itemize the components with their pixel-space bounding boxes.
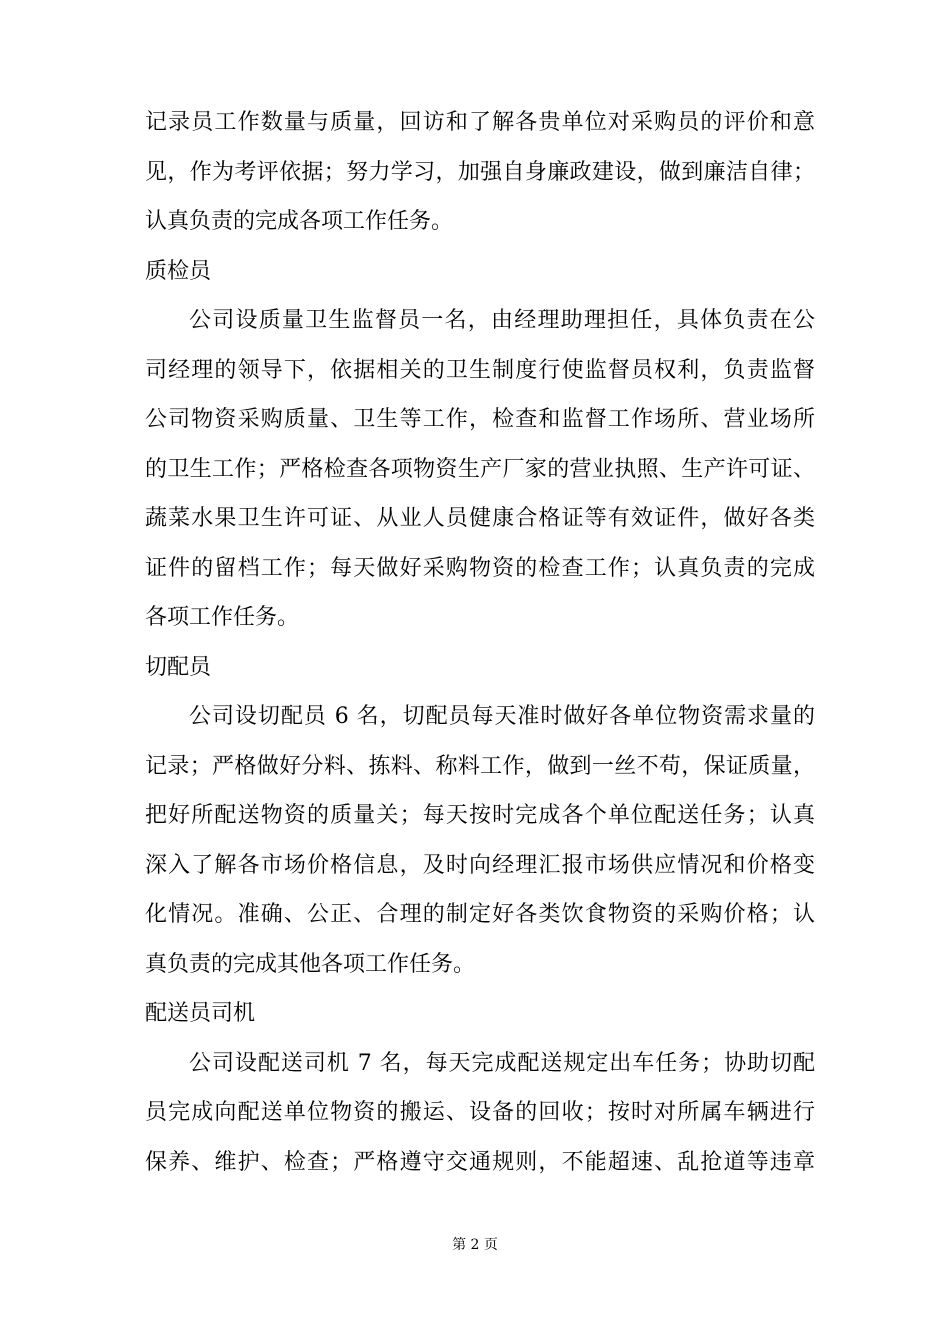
- paragraph-line: 保养、维护、检查；严格遵守交通规则，不能超速、乱抢道等违章: [145, 1149, 815, 1175]
- section-heading: 质检员: [145, 258, 212, 284]
- paragraph-line: 把好所配送物资的质量关；每天按时完成各个单位配送任务；认真: [145, 803, 815, 828]
- paragraph-line: 公司物资采购质量、卫生等工作，检查和监督工作场所、营业场所: [145, 407, 815, 432]
- paragraph-line: 化情况。准确、公正、合理的制定好各类饮食物资的采购价格；认: [145, 902, 815, 927]
- paragraph-first-line: 公司设切配员 6 名，切配员每天准时做好各单位物资需求量的: [189, 704, 815, 729]
- paragraph-first-line: 公司设质量卫生监督员一名，由经理助理担任，具体负责在公: [189, 308, 815, 333]
- paragraph-line: 员完成向配送单位物资的搬运、设备的回收；按时对所属车辆进行: [145, 1100, 815, 1125]
- paragraph-last-line: 真负责的完成其他各项工作任务。: [145, 951, 476, 977]
- paragraph-line: 的卫生工作；严格检查各项物资生产厂家的营业执照、生产许可证、: [145, 456, 815, 482]
- paragraph-line: 蔬菜水果卫生许可证、从业人员健康合格证等有效证件，做好各类: [145, 506, 815, 531]
- paragraph-line: 深入了解各市场价格信息，及时向经理汇报市场供应情况和价格变: [145, 852, 815, 878]
- paragraph-last-line: 各项工作任务。: [145, 605, 300, 630]
- paragraph-line: 记录员工作数量与质量，回访和了解各贵单位对采购员的评价和意: [145, 110, 815, 135]
- paragraph-line: 记录；严格做好分料、拣料、称料工作，做到一丝不苟，保证质量，: [145, 753, 815, 779]
- paragraph-line: 见，作为考评依据；努力学习，加强自身廉政建设，做到廉洁自律；: [145, 159, 815, 185]
- section-heading: 切配员: [145, 654, 212, 680]
- paragraph-last-line: 认真负责的完成各项工作任务。: [145, 209, 454, 234]
- paragraph-first-line: 公司设配送司机 7 名，每天完成配送规定出车任务；协助切配: [189, 1050, 815, 1076]
- section-heading: 配送员司机: [145, 1001, 256, 1026]
- page-number: 第 2 页: [452, 1237, 498, 1253]
- document-body: [145, 98, 815, 1187]
- paragraph-line: 司经理的领导下，依据相关的卫生制度行使监督员权利，负责监督: [145, 357, 815, 383]
- paragraph-line: 证件的留档工作；每天做好采购物资的检查工作；认真负责的完成: [145, 555, 815, 581]
